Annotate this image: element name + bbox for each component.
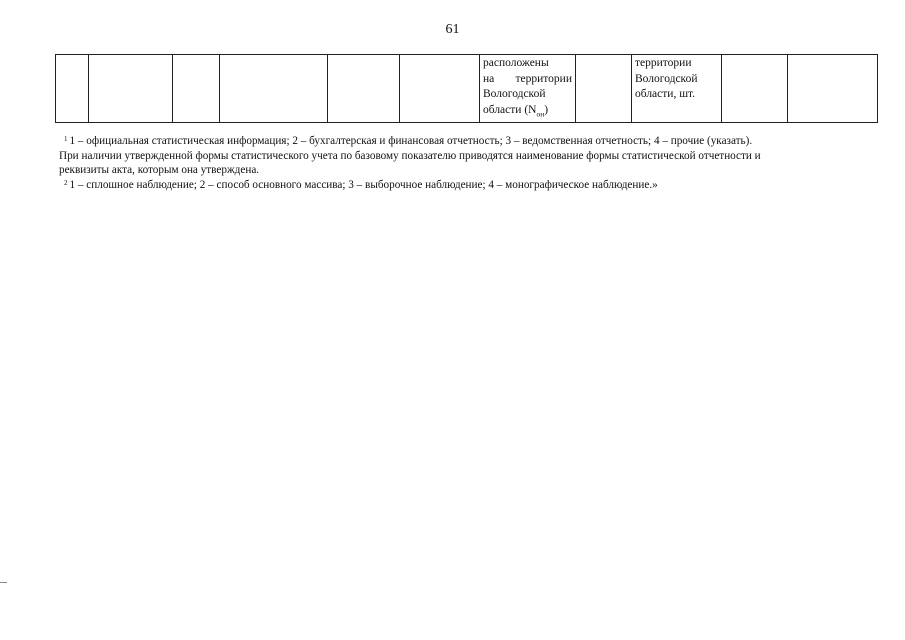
cell-9-text	[635, 56, 718, 103]
table-cell-3	[173, 55, 220, 123]
subscript-on: он	[536, 108, 545, 118]
table-row	[56, 55, 878, 123]
table-cell-7	[480, 55, 576, 123]
table-cell-5	[328, 55, 400, 123]
footnote-1-line-1-text: 1 – официальная статистическая информация; 2 – бухгалтерская и финансовая отчетность; 3 – ведомственная отчетность; 4 – прочие (указать).	[69, 135, 753, 147]
data-table	[55, 54, 878, 123]
footnote-1-line-3: реквизиты акта, которым она утверждена.	[59, 164, 260, 176]
margin-tick	[0, 582, 7, 583]
cell-7-line-1: расположены	[483, 57, 549, 69]
table-cell-11	[788, 55, 878, 123]
cell-9-line-2: Вологодской	[635, 72, 698, 85]
footnotes	[59, 134, 876, 192]
footnote-2	[64, 178, 876, 193]
table-cell-4	[220, 55, 328, 123]
cell-7-line-4	[483, 103, 572, 122]
table-cell-6	[400, 55, 480, 123]
cell-7-line-4-main: области (N	[483, 103, 537, 116]
cell-7-line-2: на территории	[483, 72, 572, 85]
cell-9-line-3: области, шт.	[635, 88, 696, 100]
table-cell-2	[89, 55, 173, 123]
footnote-2-mark: 2	[64, 178, 68, 187]
cell-7-closing: )	[544, 103, 549, 116]
cell-7-line-3: Вологодской	[483, 88, 546, 100]
cell-9-line-1: территории	[635, 57, 692, 69]
table-cell-8	[576, 55, 632, 123]
table-cell-9	[632, 55, 722, 123]
footnote-2-line-1-text: 1 – сплошное наблюдение; 2 – способ основного массива; 3 – выборочное наблюдение; 4 – монографическое наблюдение.»	[69, 178, 658, 191]
cell-7-text	[483, 56, 572, 121]
footnote-1-line-1	[64, 134, 876, 149]
footnote-1-mark: 1	[64, 135, 68, 143]
table-cell-10	[722, 55, 788, 123]
table-cell-1	[56, 55, 89, 123]
footnote-1	[59, 134, 876, 178]
footnote-1-line-2: При наличии утвержденной формы статистического учета по базовому показателю приводятся наименование формы статистической отчетности и	[59, 149, 761, 162]
page-number: 61	[445, 22, 460, 37]
footnote-2-line-1	[64, 178, 876, 193]
